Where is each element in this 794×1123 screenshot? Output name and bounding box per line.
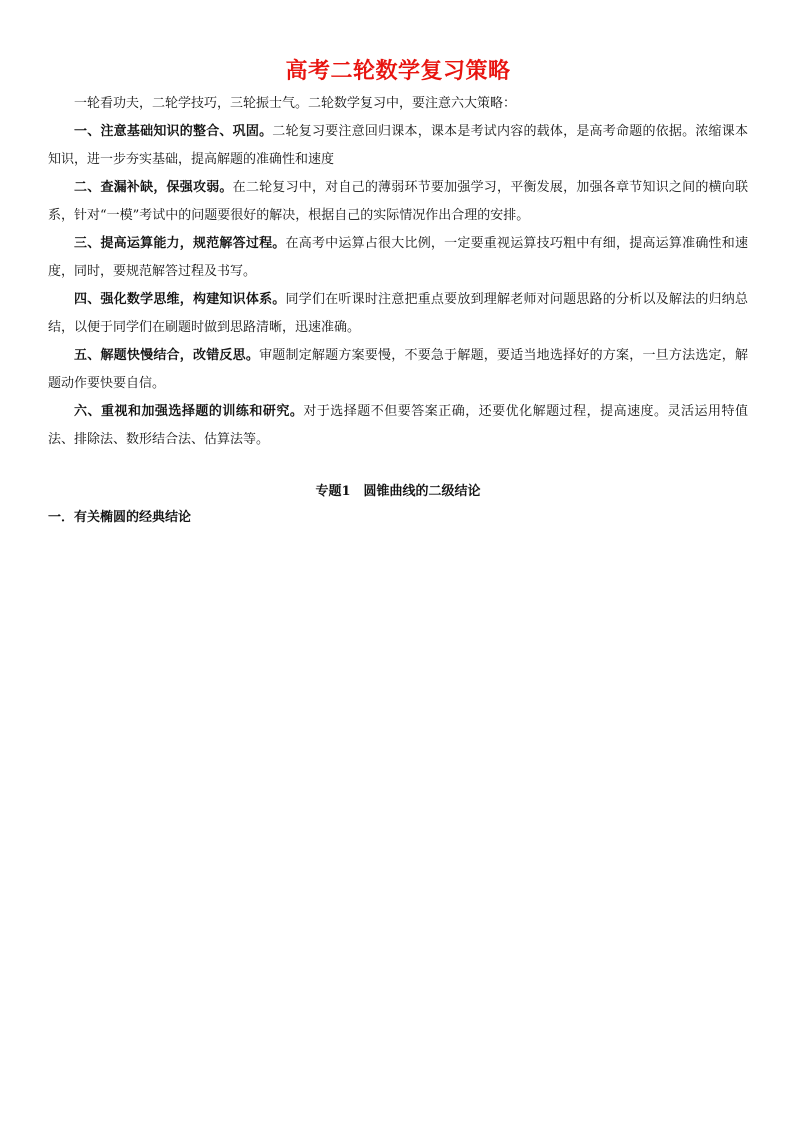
strategy-body: 对于选择题不但要答案正确，还要优化解题过程，提高速度。灵活运用特值法、排除法、数形结合法、估算法等。 xyxy=(48,404,748,447)
strategy-paragraph-5 xyxy=(48,342,748,398)
subsection-title: 一．有关椭圆的经典结论 xyxy=(48,510,192,525)
strategy-heading: 二、查漏补缺，保强攻弱。 xyxy=(74,180,233,195)
strategy-heading: 三、提高运算能力，规范解答过程。 xyxy=(74,236,286,251)
intro-paragraph: 一轮看功夫，二轮学技巧，三轮振士气。二轮数学复习中，要注意六大策略： xyxy=(74,96,517,111)
strategy-paragraph-1 xyxy=(48,118,748,174)
section-title: 专题1 圆锥曲线的二级结论 xyxy=(315,484,481,499)
strategy-body: 二轮复习要注意回归课本，课本是考试内容的载体，是高考命题的依据。浓缩课本知识，进一步夯实基础，提高解题的准确性和速度 xyxy=(48,124,748,167)
strategy-body: 审题制定解题方案要慢，不要急于解题，要适当地选择好的方案，一旦方法选定，解题动作要快要自信。 xyxy=(48,348,748,391)
section-spacer xyxy=(48,454,748,478)
strategy-paragraph-3 xyxy=(48,230,748,286)
strategy-body: 在高考中运算占很大比例，一定要重视运算技巧粗中有细，提高运算准确性和速度，同时，要规范解答过程及书写。 xyxy=(48,236,748,279)
strategy-heading: 六、重视和加强选择题的训练和研究。 xyxy=(74,404,304,419)
strategy-body: 同学们在听课时注意把重点要放到理解老师对问题思路的分析以及解法的归纳总结，以便于同学们在刷题时做到思路清晰，迅速准确。 xyxy=(48,292,748,335)
strategy-heading: 一、注意基础知识的整合、巩固。 xyxy=(74,124,273,139)
strategy-paragraph-4 xyxy=(48,286,748,342)
strategy-paragraph-2 xyxy=(48,174,748,230)
document-title: 高考二轮数学复习策略 xyxy=(285,59,511,84)
strategy-heading: 五、解题快慢结合，改错反思。 xyxy=(74,348,260,363)
strategy-paragraph-6 xyxy=(48,398,748,454)
strategy-heading: 四、强化数学思维，构建知识体系。 xyxy=(74,292,286,307)
document-page xyxy=(48,56,748,530)
strategy-body: 在二轮复习中，对自己的薄弱环节要加强学习，平衡发展，加强各章节知识之间的横向联系，针对“一模”考试中的问题要很好的解决，根据自己的实际情况作出合理的安排。 xyxy=(48,180,748,223)
